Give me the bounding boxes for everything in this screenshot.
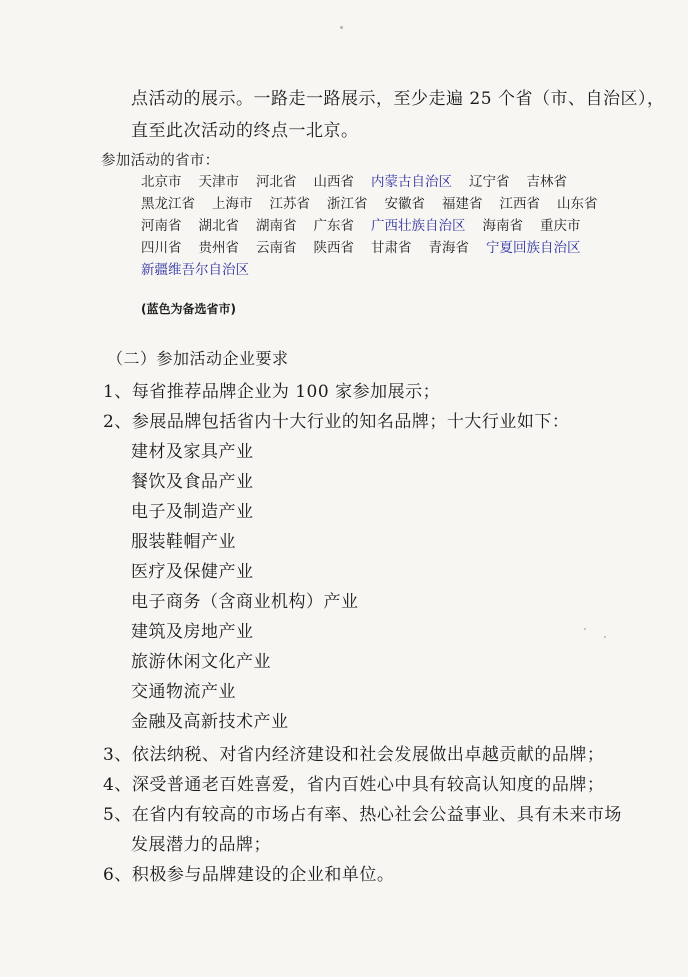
requirement-5: 5、在省内有较高的市场占有率、热心社会公益事业、具有未来市场	[103, 805, 622, 825]
industry-item: 电子及制造产业	[131, 502, 254, 522]
section-2-heading: （二）参加活动企业要求	[107, 349, 289, 368]
province-alternate: 广西壮族自治区	[371, 218, 466, 234]
industry-item: 服装鞋帽产业	[131, 532, 236, 552]
requirement-2: 2、参展品牌包括省内十大行业的知名品牌；十大行业如下：	[103, 412, 570, 432]
province: 福建省	[442, 196, 483, 212]
industry-item: 交通物流产业	[131, 682, 236, 702]
province: 上海市	[212, 196, 253, 212]
province: 天津市	[198, 174, 239, 190]
scan-speck	[584, 628, 586, 630]
provinces-heading: 参加活动的省市：	[101, 153, 220, 169]
province: 陕西省	[313, 240, 354, 256]
requirement-6: 6、积极参与品牌建设的企业和单位。	[103, 865, 395, 885]
intro-line-2: 直至此次活动的终点一北京。	[131, 121, 359, 141]
industry-item: 建筑及房地产业	[131, 622, 254, 642]
province-row	[141, 258, 249, 278]
province: 安徽省	[384, 196, 425, 212]
industry-item: 建材及家具产业	[131, 442, 254, 462]
requirement-5-continued: 发展潜力的品牌；	[131, 835, 271, 855]
province-row	[141, 170, 567, 190]
province: 辽宁省	[469, 174, 510, 190]
province: 北京市	[141, 174, 182, 190]
alt-province-note: (蓝色为备选省市)	[141, 302, 236, 316]
requirement-4: 4、深受普通老百姓喜爱，省内百姓心中具有较高认知度的品牌；	[103, 775, 605, 795]
province: 吉林省	[526, 174, 567, 190]
province-row	[141, 236, 581, 256]
province-row	[141, 192, 598, 212]
industry-item: 餐饮及食品产业	[131, 472, 254, 492]
province: 江西省	[499, 196, 540, 212]
industry-item: 电子商务（含商业机构）产业	[131, 592, 359, 612]
province: 黑龙江省	[141, 196, 195, 212]
province-alternate: 内蒙古自治区	[371, 174, 452, 190]
province-row	[141, 214, 581, 234]
province: 甘肃省	[371, 240, 412, 256]
requirement-3: 3、依法纳税、对省内经济建设和社会发展做出卓越贡献的品牌；	[103, 745, 605, 765]
province: 湖北省	[198, 218, 239, 234]
scan-speck	[340, 26, 343, 29]
intro-line-1: 点活动的展示。一路走一路展示，至少走遍 25 个省（市、自治区），	[131, 89, 665, 109]
province: 山西省	[313, 174, 354, 190]
scan-speck	[604, 636, 606, 638]
province: 山东省	[557, 196, 598, 212]
province: 云南省	[256, 240, 297, 256]
province: 河北省	[256, 174, 297, 190]
industry-item: 医疗及保健产业	[131, 562, 254, 582]
province: 河南省	[141, 218, 182, 234]
requirement-1: 1、每省推荐品牌企业为 100 家参加展示；	[103, 382, 441, 402]
industry-item: 旅游休闲文化产业	[131, 652, 271, 672]
province: 湖南省	[256, 218, 297, 234]
province: 贵州省	[198, 240, 239, 256]
province: 浙江省	[327, 196, 368, 212]
province-alternate: 新疆维吾尔自治区	[141, 262, 249, 278]
province: 重庆市	[540, 218, 581, 234]
province-alternate: 宁夏回族自治区	[486, 240, 581, 256]
province: 广东省	[313, 218, 354, 234]
province: 青海省	[428, 240, 469, 256]
province: 江苏省	[269, 196, 310, 212]
province: 海南省	[482, 218, 523, 234]
industry-item: 金融及高新技术产业	[131, 712, 289, 732]
province: 四川省	[141, 240, 182, 256]
